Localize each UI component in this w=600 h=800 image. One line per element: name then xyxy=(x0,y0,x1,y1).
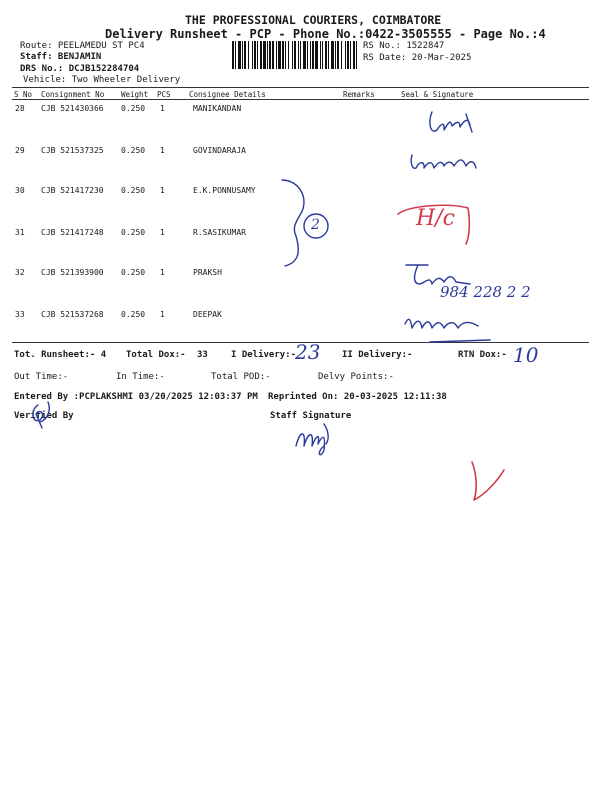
barcode-bar xyxy=(356,41,357,69)
route-text: Route: PEELAMEDU ST PC4 xyxy=(20,41,145,51)
row-consignee: R.SASIKUMAR xyxy=(193,228,246,237)
barcode-bar xyxy=(254,41,256,69)
row-consignee: PRAKSH xyxy=(193,268,222,277)
row-consignment: CJB 521537268 xyxy=(41,310,104,319)
row-pcs: 1 xyxy=(160,268,165,277)
signature-row-32 xyxy=(406,265,470,284)
phone-handwritten: 984 228 2 2 xyxy=(440,283,531,301)
barcode-bar xyxy=(345,41,346,69)
barcode-bar xyxy=(307,41,308,69)
barcode-bar xyxy=(252,41,253,69)
barcode-bar xyxy=(235,41,236,69)
barcode-bar xyxy=(269,41,271,69)
runsheet-subtitle: Delivery Runsheet - PCP - Phone No.:0422-3505555 - Page No.:4 xyxy=(105,27,546,41)
row-consignee: MANIKANDAN xyxy=(193,104,242,113)
total-dox-label: Total Dox:- xyxy=(126,350,186,360)
row-weight: 0.250 xyxy=(121,146,146,155)
tot-runsheet: Tot. Runsheet:- 4 xyxy=(14,350,107,360)
signature-row-33 xyxy=(405,319,478,328)
barcode-bar xyxy=(335,41,336,69)
barcode-bar xyxy=(282,41,284,69)
hc-handwritten: H/c xyxy=(416,206,455,231)
row-sno: 28 xyxy=(15,104,25,113)
barcode xyxy=(232,41,357,69)
barcode-bar xyxy=(337,41,339,69)
col-sno: S No xyxy=(14,90,33,99)
barcode-bar xyxy=(232,41,234,69)
row-consignee: DEEPAK xyxy=(193,310,222,319)
row-pcs: 1 xyxy=(160,228,165,237)
barcode-bar xyxy=(267,41,268,69)
out-time: Out Time:- xyxy=(14,372,69,382)
signature-row-29 xyxy=(411,155,476,168)
col-remarks: Remarks xyxy=(343,90,375,99)
circle-mark-number: 2 xyxy=(311,217,320,233)
ii-delivery-label: II Delivery:- xyxy=(342,350,413,360)
row-weight: 0.250 xyxy=(121,186,146,195)
total-pod: Total POD:- xyxy=(211,372,271,382)
table-header-rule xyxy=(12,99,589,100)
barcode-bar xyxy=(257,41,258,69)
in-time: In Time:- xyxy=(116,372,165,382)
row-consignment: CJB 521417248 xyxy=(41,228,104,237)
barcode-bar xyxy=(276,41,277,69)
col-consignee: Consignee Details xyxy=(189,90,266,99)
barcode-bar xyxy=(303,41,306,69)
barcode-bar xyxy=(298,41,299,69)
i-delivery-label: I Delivery:- xyxy=(231,350,297,360)
row-sno: 30 xyxy=(15,186,25,195)
barcode-bar xyxy=(322,41,323,69)
row-weight: 0.250 xyxy=(121,104,146,113)
row-consignment: CJB 521430366 xyxy=(41,104,104,113)
row-pcs: 1 xyxy=(160,186,165,195)
row-sno: 29 xyxy=(15,146,25,155)
row-weight: 0.250 xyxy=(121,268,146,277)
barcode-bar xyxy=(248,41,249,69)
row-consignment: CJB 521393900 xyxy=(41,268,104,277)
barcode-bar xyxy=(238,41,241,69)
barcode-bar xyxy=(350,41,351,69)
barcode-bar xyxy=(292,41,293,69)
row-pcs: 1 xyxy=(160,310,165,319)
barcode-bar xyxy=(300,41,301,69)
company-name: THE PROFESSIONAL COURIERS, COIMBATORE xyxy=(185,13,442,27)
barcode-bar xyxy=(272,41,274,69)
barcode-bar xyxy=(310,41,311,69)
barcode-bar xyxy=(263,41,266,69)
total-dox-value: 33 xyxy=(197,350,208,360)
red-mark-bottom xyxy=(472,462,504,500)
entered-by: Entered By :PCPLAKSHMI 03/20/2025 12:03:37 PM xyxy=(14,392,258,402)
signature-row-28 xyxy=(430,112,472,132)
barcode-bar xyxy=(312,41,314,69)
reprinted-on: Reprinted On: 20-03-2025 12:11:38 xyxy=(268,392,447,402)
table-top-rule xyxy=(12,87,589,88)
col-weight: Weight xyxy=(121,90,149,99)
barcode-bar xyxy=(353,41,355,69)
barcode-bar xyxy=(278,41,281,69)
delvy-points: Delvy Points:- xyxy=(318,372,394,382)
barcode-bar xyxy=(325,41,327,69)
barcode-bar xyxy=(288,41,289,69)
col-consignment: Consignment No xyxy=(41,90,105,99)
barcode-bar xyxy=(242,41,243,69)
barcode-bar xyxy=(294,41,296,69)
row-weight: 0.250 xyxy=(121,310,146,319)
barcode-bar xyxy=(260,41,262,69)
barcode-bar xyxy=(244,41,246,69)
row-sno: 31 xyxy=(15,228,25,237)
vehicle-text: Vehicle: Two Wheeler Delivery xyxy=(23,75,181,85)
staff-text: Staff: BENJAMIN xyxy=(20,52,102,62)
row-consignment: CJB 521417230 xyxy=(41,186,104,195)
rtn-dox-label: RTN Dox:- xyxy=(458,350,507,360)
rs-date: RS Date: 20-Mar-2025 xyxy=(363,53,472,63)
row-pcs: 1 xyxy=(160,104,165,113)
barcode-bar xyxy=(331,41,334,69)
row-consignee: GOVINDARAJA xyxy=(193,146,246,155)
barcode-bar xyxy=(315,41,318,69)
staff-signature-label: Staff Signature xyxy=(270,411,352,421)
drs-text: DRS No.: DCJB152284704 xyxy=(20,64,140,74)
barcode-bar xyxy=(320,41,321,69)
row-weight: 0.250 xyxy=(121,228,146,237)
row-consignee: E.K.PONNUSAMY xyxy=(193,186,256,195)
rtn-dox-handwritten: 10 xyxy=(513,343,539,367)
i-delivery-handwritten: 23 xyxy=(295,340,321,364)
row-pcs: 1 xyxy=(160,146,165,155)
brace-rows-30-31 xyxy=(282,180,304,266)
row-sno: 33 xyxy=(15,310,25,319)
col-seal-signature: Seal & Signature xyxy=(401,90,474,99)
rs-number: RS No.: 1522847 xyxy=(363,41,445,51)
barcode-bar xyxy=(341,41,342,69)
row-consignment: CJB 521537325 xyxy=(41,146,104,155)
barcode-bar xyxy=(347,41,349,69)
row-sno: 32 xyxy=(15,268,25,277)
col-pcs: PCS xyxy=(157,90,171,99)
barcode-bar xyxy=(285,41,286,69)
staff-scribble xyxy=(296,424,328,455)
verified-by: Verified By xyxy=(14,411,74,421)
barcode-bar xyxy=(328,41,329,69)
